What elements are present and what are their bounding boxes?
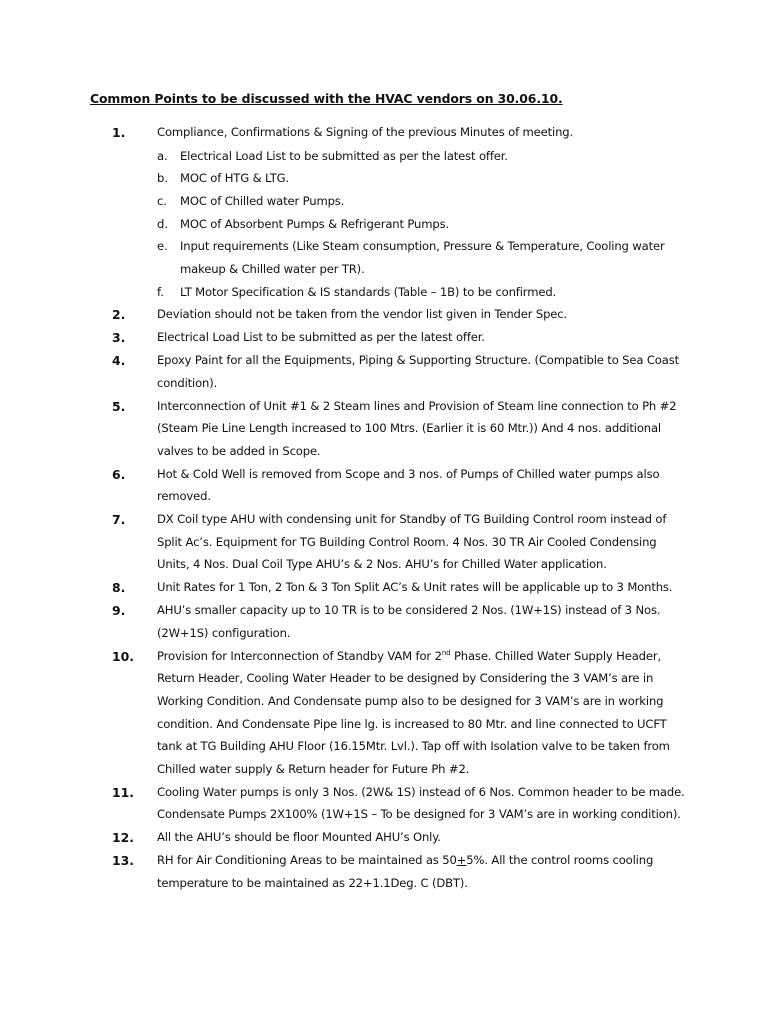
item-number: 8. [112, 580, 126, 595]
item-text: Chilled water supply & Return header for Future Ph #2. [157, 762, 470, 776]
subitem-letter: f. [157, 285, 164, 299]
item-number: 12. [112, 830, 134, 845]
item-text: Epoxy Paint for all the Equipments, Piping & Supporting Structure. (Compatible to Sea Coast [157, 353, 679, 367]
item-text: Split Ac’s. Equipment for TG Building Control Room. 4 Nos. 30 TR Air Cooled Condensing [157, 535, 657, 549]
item-text-part: RH for Air Conditioning Areas to be maintained as 50 [157, 853, 457, 867]
subitem-text: Input requirements (Like Steam consumption, Pressure & Temperature, Cooling water [180, 239, 665, 253]
item-text: temperature to be maintained as 22+1.1Deg. C (DBT). [157, 876, 468, 890]
item-text: AHU’s smaller capacity up to 10 TR is to be considered 2 Nos. (1W+1S) instead of 3 Nos. [157, 603, 661, 617]
subitem-letter: b. [157, 171, 169, 185]
item-number: 4. [112, 353, 126, 368]
item-text-part: Phase. Chilled Water Supply Header, [450, 649, 662, 663]
item-text: condition). [157, 376, 218, 390]
item-text: Unit Rates for 1 Ton, 2 Ton & 3 Ton Split AC’s & Unit rates will be applicable up to 3 Months. [157, 580, 673, 594]
subitem-letter: e. [157, 239, 168, 253]
subitem-letter: c. [157, 194, 168, 208]
item-text: Hot & Cold Well is removed from Scope and 3 nos. of Pumps of Chilled water pumps also [157, 467, 660, 481]
item-text: Interconnection of Unit #1 & 2 Steam lines and Provision of Steam line connection to Ph #2 [157, 399, 677, 413]
superscript: nd [441, 649, 451, 658]
subitem-text: MOC of HTG & LTG. [180, 171, 290, 185]
plus-minus-underlined: + [456, 853, 467, 867]
item-text [157, 853, 653, 867]
item-text: Units, 4 Nos. Dual Coil Type AHU’s & 2 Nos. AHU’s for Chilled Water application. [157, 557, 607, 571]
item-text: Electrical Load List to be submitted as per the latest offer. [157, 330, 485, 344]
subitem-letter: a. [157, 149, 168, 163]
item-text [157, 649, 661, 663]
item-text: tank at TG Building AHU Floor (16.15Mtr. Lvl.). Tap off with Isolation valve to be taken from [157, 739, 670, 753]
subitem-text: MOC of Chilled water Pumps. [180, 194, 345, 208]
item-number: 10. [112, 649, 134, 664]
subitem-text: LT Motor Specification & IS standards (Table – 1B) to be confirmed. [180, 285, 557, 299]
item-text: valves to be added in Scope. [157, 444, 321, 458]
item-text: Return Header, Cooling Water Header to be designed by Considering the 3 VAM’s are in [157, 671, 654, 685]
item-text: DX Coil type AHU with condensing unit for Standby of TG Building Control room instead of [157, 512, 667, 526]
item-text: condition. And Condensate Pipe line lg. is increased to 80 Mtr. and line connected to UCFT [157, 717, 667, 731]
item-number: 1. [112, 125, 126, 140]
item-text: All the AHU’s should be floor Mounted AHU’s Only. [157, 830, 441, 844]
item-text: removed. [157, 489, 211, 503]
item-number: 7. [112, 512, 126, 527]
subitem-text: makeup & Chilled water per TR). [180, 262, 365, 276]
item-number: 11. [112, 785, 134, 800]
item-number: 3. [112, 330, 126, 345]
item-number: 9. [112, 603, 126, 618]
item-text-part: 5%. All the control rooms cooling [466, 853, 654, 867]
item-text: (2W+1S) configuration. [157, 626, 291, 640]
item-text: Cooling Water pumps is only 3 Nos. (2W& 1S) instead of 6 Nos. Common header to be made. [157, 785, 685, 799]
item-text: Working Condition. And Condensate pump also to be designed for 3 VAM’s are in working [157, 694, 664, 708]
item-text-part: Provision for Interconnection of Standby VAM for 2 [157, 649, 442, 663]
item-text: Compliance, Confirmations & Signing of the previous Minutes of meeting. [157, 125, 574, 139]
subitem-letter: d. [157, 217, 169, 231]
subitem-text: MOC of Absorbent Pumps & Refrigerant Pumps. [180, 217, 450, 231]
item-number: 6. [112, 467, 126, 482]
item-text: Deviation should not be taken from the vendor list given in Tender Spec. [157, 307, 568, 321]
item-number: 5. [112, 399, 126, 414]
document-title: Common Points to be discussed with the HVAC vendors on 30.06.10. [90, 91, 563, 106]
item-number: 2. [112, 307, 126, 322]
item-text: (Steam Pie Line Length increased to 100 Mtrs. (Earlier it is 60 Mtr.)) And 4 nos. additional [157, 421, 661, 435]
item-number: 13. [112, 853, 134, 868]
subitem-text: Electrical Load List to be submitted as per the latest offer. [180, 149, 508, 163]
item-text: Condensate Pumps 2X100% (1W+1S – To be designed for 3 VAM’s are in working condition). [157, 807, 681, 821]
